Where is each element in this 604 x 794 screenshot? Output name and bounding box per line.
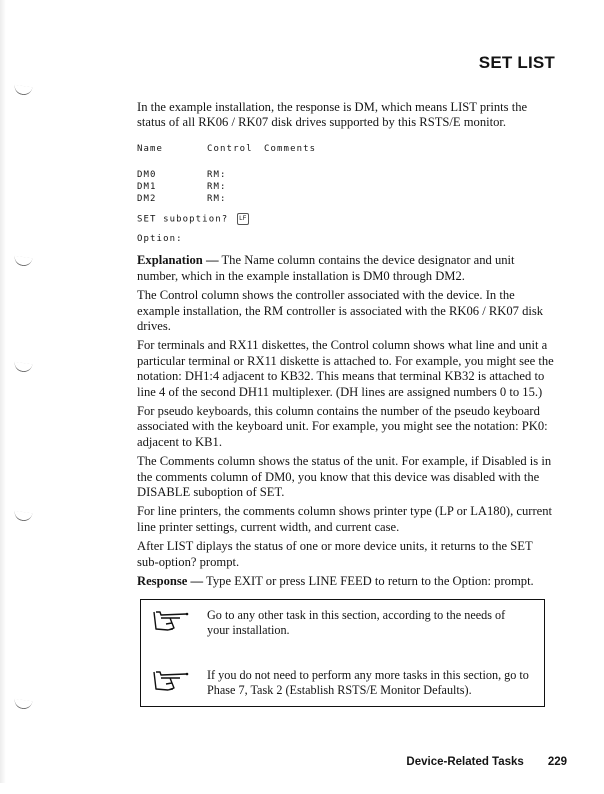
body-paragraph: The Comments column shows the status of the unit. For example, if Disabled is in the comments column of DM0, you know that this device was disabled with the DISABLE suboption of SET.	[137, 454, 552, 499]
terminal-row	[137, 193, 555, 205]
column-header-name: Name	[137, 143, 164, 154]
response-label: Response —	[137, 574, 204, 589]
pointing-hand-icon	[152, 669, 190, 693]
explanation-label: Explanation —	[137, 253, 219, 268]
response-paragraph	[137, 574, 555, 589]
body-paragraph: After LIST diplays the status of one or more device units, it returns to the SET sub-option? prompt.	[137, 539, 533, 569]
body-paragraph: For terminals and RX11 diskettes, the Control column shows what line and unit a particular terminal or RX11 diskette is attached to. For example, you might see the notation: DH1:4 adjacent to KB32. This means that terminal KB32 is attached to line 4 of the second DH11 multiplexer. (DH lines are assigned numbers 0 to 15.)	[137, 338, 554, 399]
terminal-row	[137, 169, 555, 181]
pointing-hand-icon	[152, 609, 190, 633]
footer-chapter: Device-Related Tasks	[406, 756, 524, 769]
note-text: If you do not need to perform any more tasks in this section, go to Phase 7, Task 2 (Establish RSTS/E Monitor Defaults).	[207, 668, 529, 698]
device-control: RM:	[207, 181, 227, 192]
body-paragraph: The Control column shows the controller associated with the device. In the example installation, the RM controller is associated with the RK06 / RK07 disk drives.	[137, 288, 544, 333]
next-steps-box	[140, 599, 545, 707]
terminal-output	[137, 169, 555, 205]
device-name: DM2	[137, 193, 157, 204]
device-control: RM:	[207, 169, 227, 180]
note-item	[141, 608, 544, 638]
column-header-control: Control	[207, 143, 253, 154]
section-title: SET LIST	[478, 53, 555, 72]
explanation-paragraph	[137, 253, 555, 284]
note-item	[141, 668, 544, 698]
page-number: 229	[547, 756, 567, 769]
page-footer	[137, 755, 567, 770]
terminal-row	[137, 181, 555, 193]
body-paragraph: For line printers, the comments column shows printer type (LP or LA180), current line printer settings, current width, and current case.	[137, 504, 553, 534]
note-text: Go to any other task in this section, according to the needs of your installation.	[207, 608, 506, 638]
option-prompt: Option:	[137, 234, 183, 245]
device-control: RM:	[207, 193, 227, 204]
suboption-prompt-line	[137, 213, 555, 226]
terminal-header	[137, 143, 555, 155]
intro-paragraph: In the example installation, the response is DM, which means LIST prints the status of all RK06 / RK07 disk drives supported by this RSTS/E monitor.	[137, 100, 528, 130]
response-text: Type EXIT or press LINE FEED to return to the Option: prompt.	[203, 574, 534, 589]
column-header-comments: Comments	[264, 143, 317, 154]
explanation-text: The Name column contains the device designator and unit number, which in the example installation is DM0 through DM2.	[137, 253, 515, 283]
device-name: DM0	[137, 169, 157, 180]
body-paragraph: For pseudo keyboards, this column contains the number of the pseudo keyboard associated with the keyboard unit. For example, you might see the notation: PK0: adjacent to KB1.	[137, 403, 548, 449]
suboption-prompt: SET suboption?	[137, 214, 229, 225]
line-feed-key-icon: LF	[237, 213, 249, 225]
device-name: DM1	[137, 181, 157, 192]
